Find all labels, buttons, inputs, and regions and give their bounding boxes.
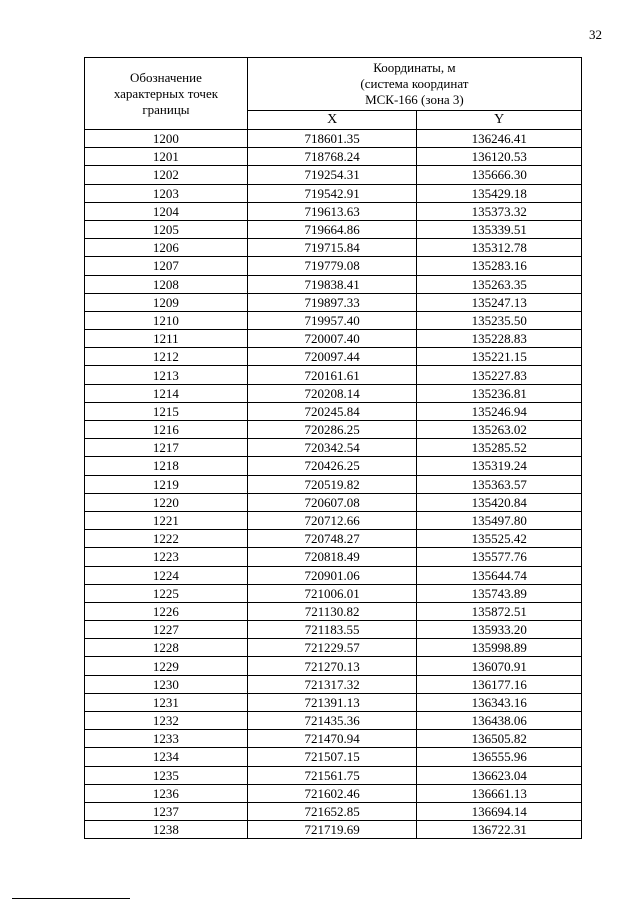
point-cell: 1212 [85, 348, 248, 366]
page-number: 32 [589, 27, 602, 42]
table-row [85, 275, 582, 293]
y-coordinate-cell: 136120.53 [417, 148, 582, 166]
point-cell: 1229 [85, 657, 248, 675]
y-coordinate-cell: 135872.51 [417, 602, 582, 620]
x-coordinate-cell: 719779.08 [247, 257, 417, 275]
y-coordinate-cell: 135221.15 [417, 348, 582, 366]
x-coordinate-cell: 721317.32 [247, 675, 417, 693]
table-row [85, 493, 582, 511]
x-coordinate-cell: 721652.85 [247, 802, 417, 820]
point-cell: 1214 [85, 384, 248, 402]
x-coordinate-cell: 720426.25 [247, 457, 417, 475]
x-coordinate-cell: 721183.55 [247, 621, 417, 639]
table-row [85, 712, 582, 730]
x-coordinate-cell: 720748.27 [247, 530, 417, 548]
table-row [85, 602, 582, 620]
header-x: X [247, 111, 417, 130]
point-cell: 1222 [85, 530, 248, 548]
x-coordinate-cell: 721130.82 [247, 602, 417, 620]
y-coordinate-cell: 135319.24 [417, 457, 582, 475]
y-coordinate-cell: 136694.14 [417, 802, 582, 820]
y-coordinate-cell: 135285.52 [417, 439, 582, 457]
y-coordinate-cell: 135235.50 [417, 311, 582, 329]
table-row [85, 348, 582, 366]
y-coordinate-cell: 135312.78 [417, 239, 582, 257]
point-cell: 1217 [85, 439, 248, 457]
y-coordinate-cell: 136722.31 [417, 821, 582, 839]
x-coordinate-cell: 720161.61 [247, 366, 417, 384]
table-row [85, 239, 582, 257]
y-coordinate-cell: 135429.18 [417, 184, 582, 202]
point-cell: 1220 [85, 493, 248, 511]
table-row [85, 821, 582, 839]
table-row [85, 657, 582, 675]
table-row [85, 511, 582, 529]
table-row [85, 311, 582, 329]
y-coordinate-cell: 135263.02 [417, 421, 582, 439]
point-cell: 1228 [85, 639, 248, 657]
point-cell: 1211 [85, 330, 248, 348]
point-cell: 1201 [85, 148, 248, 166]
x-coordinate-cell: 719542.91 [247, 184, 417, 202]
y-coordinate-cell: 135283.16 [417, 257, 582, 275]
x-coordinate-cell: 720712.66 [247, 511, 417, 529]
header-point-designation: Обозначение характерных точек границы [85, 58, 248, 130]
point-cell: 1205 [85, 220, 248, 238]
point-cell: 1226 [85, 602, 248, 620]
x-coordinate-cell: 719897.33 [247, 293, 417, 311]
footnote-divider [12, 898, 130, 899]
point-cell: 1218 [85, 457, 248, 475]
header-coordinates-line2: (система координат [360, 76, 469, 91]
table-row [85, 202, 582, 220]
y-coordinate-cell: 136661.13 [417, 784, 582, 802]
table-row [85, 548, 582, 566]
table-row [85, 730, 582, 748]
table-row [85, 402, 582, 420]
y-coordinate-cell: 135743.89 [417, 584, 582, 602]
header-y: Y [417, 111, 582, 130]
point-cell: 1221 [85, 511, 248, 529]
x-coordinate-cell: 720245.84 [247, 402, 417, 420]
x-coordinate-cell: 720286.25 [247, 421, 417, 439]
table-row [85, 148, 582, 166]
y-coordinate-cell: 135525.42 [417, 530, 582, 548]
coordinates-table [84, 57, 582, 839]
y-coordinate-cell: 136505.82 [417, 730, 582, 748]
x-coordinate-cell: 720818.49 [247, 548, 417, 566]
x-coordinate-cell: 719664.86 [247, 220, 417, 238]
y-coordinate-cell: 136246.41 [417, 130, 582, 148]
y-coordinate-cell: 135998.89 [417, 639, 582, 657]
y-coordinate-cell: 135263.35 [417, 275, 582, 293]
table-row [85, 384, 582, 402]
table-row [85, 566, 582, 584]
y-coordinate-cell: 135246.94 [417, 402, 582, 420]
table-row [85, 675, 582, 693]
point-cell: 1238 [85, 821, 248, 839]
x-coordinate-cell: 720007.40 [247, 330, 417, 348]
y-coordinate-cell: 135420.84 [417, 493, 582, 511]
point-cell: 1209 [85, 293, 248, 311]
table-row [85, 184, 582, 202]
table-row [85, 784, 582, 802]
point-cell: 1215 [85, 402, 248, 420]
point-cell: 1203 [85, 184, 248, 202]
point-cell: 1236 [85, 784, 248, 802]
point-cell: 1200 [85, 130, 248, 148]
y-coordinate-cell: 136343.16 [417, 693, 582, 711]
point-cell: 1223 [85, 548, 248, 566]
table-row [85, 220, 582, 238]
point-cell: 1227 [85, 621, 248, 639]
y-coordinate-cell: 135227.83 [417, 366, 582, 384]
table-row [85, 130, 582, 148]
x-coordinate-cell: 720519.82 [247, 475, 417, 493]
point-cell: 1235 [85, 766, 248, 784]
y-coordinate-cell: 136555.96 [417, 748, 582, 766]
table-row [85, 166, 582, 184]
x-coordinate-cell: 718601.35 [247, 130, 417, 148]
x-coordinate-cell: 721561.75 [247, 766, 417, 784]
x-coordinate-cell: 721006.01 [247, 584, 417, 602]
point-cell: 1219 [85, 475, 248, 493]
table-row [85, 530, 582, 548]
point-cell: 1210 [85, 311, 248, 329]
y-coordinate-cell: 135577.76 [417, 548, 582, 566]
point-cell: 1216 [85, 421, 248, 439]
header-coordinates-line3: МСК-166 (зона 3) [365, 92, 464, 107]
y-coordinate-cell: 135363.57 [417, 475, 582, 493]
table-row [85, 457, 582, 475]
point-cell: 1208 [85, 275, 248, 293]
y-coordinate-cell: 135236.81 [417, 384, 582, 402]
point-cell: 1231 [85, 693, 248, 711]
y-coordinate-cell: 135228.83 [417, 330, 582, 348]
table-row [85, 748, 582, 766]
point-cell: 1232 [85, 712, 248, 730]
y-coordinate-cell: 136438.06 [417, 712, 582, 730]
x-coordinate-cell: 720097.44 [247, 348, 417, 366]
point-cell: 1204 [85, 202, 248, 220]
y-coordinate-cell: 135644.74 [417, 566, 582, 584]
x-coordinate-cell: 721470.94 [247, 730, 417, 748]
x-coordinate-cell: 721602.46 [247, 784, 417, 802]
x-coordinate-cell: 720342.54 [247, 439, 417, 457]
x-coordinate-cell: 718768.24 [247, 148, 417, 166]
table-row [85, 330, 582, 348]
x-coordinate-cell: 721391.13 [247, 693, 417, 711]
x-coordinate-cell: 720607.08 [247, 493, 417, 511]
table-row [85, 693, 582, 711]
y-coordinate-cell: 136623.04 [417, 766, 582, 784]
header-coordinates-line1: Координаты, м [373, 60, 456, 75]
y-coordinate-cell: 136070.91 [417, 657, 582, 675]
table-row [85, 475, 582, 493]
y-coordinate-cell: 135339.51 [417, 220, 582, 238]
x-coordinate-cell: 719838.41 [247, 275, 417, 293]
y-coordinate-cell: 135247.13 [417, 293, 582, 311]
x-coordinate-cell: 719613.63 [247, 202, 417, 220]
point-cell: 1225 [85, 584, 248, 602]
x-coordinate-cell: 720901.06 [247, 566, 417, 584]
y-coordinate-cell: 135933.20 [417, 621, 582, 639]
point-cell: 1234 [85, 748, 248, 766]
table-body [85, 130, 582, 839]
x-coordinate-cell: 721270.13 [247, 657, 417, 675]
point-cell: 1224 [85, 566, 248, 584]
point-cell: 1202 [85, 166, 248, 184]
table-row [85, 293, 582, 311]
y-coordinate-cell: 135373.32 [417, 202, 582, 220]
table-row [85, 584, 582, 602]
x-coordinate-cell: 721719.69 [247, 821, 417, 839]
table-row [85, 802, 582, 820]
table-row [85, 766, 582, 784]
table-row [85, 366, 582, 384]
point-cell: 1237 [85, 802, 248, 820]
x-coordinate-cell: 719254.31 [247, 166, 417, 184]
table-row [85, 257, 582, 275]
y-coordinate-cell: 136177.16 [417, 675, 582, 693]
table-row [85, 439, 582, 457]
x-coordinate-cell: 721229.57 [247, 639, 417, 657]
x-coordinate-cell: 721435.36 [247, 712, 417, 730]
x-coordinate-cell: 719715.84 [247, 239, 417, 257]
table-row [85, 621, 582, 639]
y-coordinate-cell: 135497.80 [417, 511, 582, 529]
x-coordinate-cell: 721507.15 [247, 748, 417, 766]
header-coordinates [247, 58, 581, 111]
point-cell: 1233 [85, 730, 248, 748]
point-cell: 1213 [85, 366, 248, 384]
table-row [85, 639, 582, 657]
point-cell: 1207 [85, 257, 248, 275]
table-row [85, 421, 582, 439]
table-header-row [85, 58, 582, 111]
x-coordinate-cell: 720208.14 [247, 384, 417, 402]
y-coordinate-cell: 135666.30 [417, 166, 582, 184]
point-cell: 1206 [85, 239, 248, 257]
point-cell: 1230 [85, 675, 248, 693]
x-coordinate-cell: 719957.40 [247, 311, 417, 329]
